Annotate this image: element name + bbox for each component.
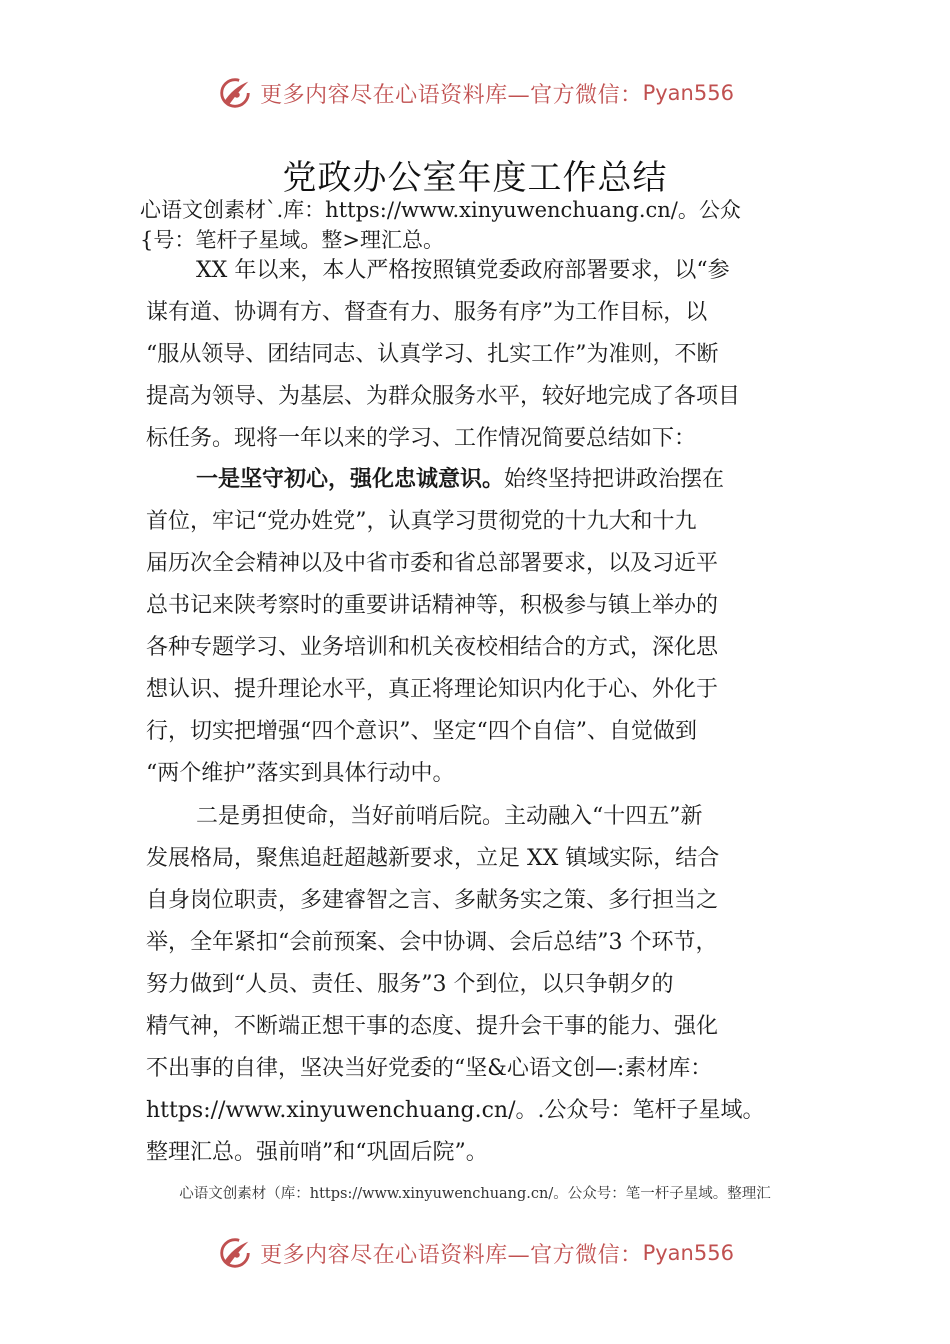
paragraph-line [146, 458, 826, 501]
paragraph-line: 届历次全会精神以及中省市委和省总部署要求，以及习近平 [146, 551, 719, 576]
paragraph-line: 提高为领导、为基层、为群众服务水平，较好地完成了各项目 [146, 384, 741, 409]
footer-source-note: 心语文创素材（库：https://www.xinyuwenchuang.cn/。公众号：笔一杆子星域。整理汇 [179, 1186, 771, 1202]
document-title: 党政办公室年度工作总结 [282, 158, 668, 198]
paragraph-line: https://www.xinyuwenchuang.cn/。.公众号：笔杆子星域。 [146, 1098, 765, 1123]
section-one-paragraph [146, 458, 826, 795]
source-note [140, 195, 830, 255]
paragraph-line: 想认识、提升理论水平，真正将理论知识内化于心、外化于 [146, 677, 719, 702]
banner-wechat-id: Pyan556 [642, 1241, 734, 1265]
paragraph-line: 首位，牢记“党办姓党”，认真学习贯彻党的十九大和十九 [146, 509, 697, 534]
paragraph-line: 各种专题学习、业务培训和机关夜校相结合的方式，深化思 [146, 635, 719, 660]
paragraph-line: 努力做到“人员、责任、服务”3 个到位，以只争朝夕的 [146, 972, 674, 997]
banner-text: 更多内容尽在心语资料库—官方微信： [260, 1242, 643, 1268]
paragraph-line: 精气神，不断端正想干事的态度、提升会干事的能力、强化 [146, 1014, 719, 1039]
paragraph-line: 总书记来陕考察时的重要讲话精神等，积极参与镇上举办的 [146, 593, 719, 618]
section-lead-text: 始终坚持把讲政治摆在 [504, 467, 725, 492]
paragraph-line: 行，切实把增强“四个意识”、坚定“四个自信”、自觉做到 [146, 719, 697, 744]
paragraph-line: 标任务。现将一年以来的学习、工作情况简要总结如下： [146, 426, 697, 451]
paragraph-line: 发展格局，聚焦追赶超越新要求，立足 XX 镇域实际，结合 [146, 846, 720, 871]
banner-wechat-id: Pyan556 [642, 81, 734, 105]
paragraph-line: 二是勇担使命，当好前哨后院。主动融入“十四五”新 [196, 804, 703, 829]
paragraph-line: 谋有道、协调有方、督查有力、服务有序”为工作目标，以 [146, 300, 708, 325]
footer-banner [0, 1228, 950, 1278]
paragraph-line: “服从领导、团结同志、认真学习、扎实工作”为准则，不断 [146, 342, 719, 367]
brush-logo-icon [216, 1234, 254, 1272]
paragraph-line: 不出事的自律，坚决当好党委的“坚&心语文创—:素材库： [146, 1056, 713, 1081]
source-note-line: {号：笔杆子星域。整>理汇总。 [140, 228, 444, 252]
section-heading: 一是坚守初心，强化忠诚意识。 [196, 466, 505, 492]
paragraph-line: 整理汇总。强前哨”和“巩固后院”。 [146, 1140, 488, 1165]
paragraph-line: 举，全年紧扣“会前预案、会中协调、会后总结”3 个环节， [146, 930, 718, 955]
banner-text: 更多内容尽在心语资料库—官方微信： [260, 82, 643, 108]
source-note-line: 心语文创素材`.库：https://www.xinyuwenchuang.cn/。公众 [140, 198, 741, 222]
intro-paragraph [146, 250, 826, 460]
paragraph-line: 自身岗位职责，多建睿智之言、多献务实之策、多行担当之 [146, 888, 719, 913]
paragraph-line: “两个维护”落实到具体行动中。 [146, 761, 455, 786]
section-two-paragraph [146, 796, 826, 1174]
paragraph-line: XX 年以来，本人严格按照镇党委政府部署要求，以“参 [196, 258, 730, 283]
header-banner [0, 68, 950, 118]
brush-logo-icon [216, 74, 254, 112]
